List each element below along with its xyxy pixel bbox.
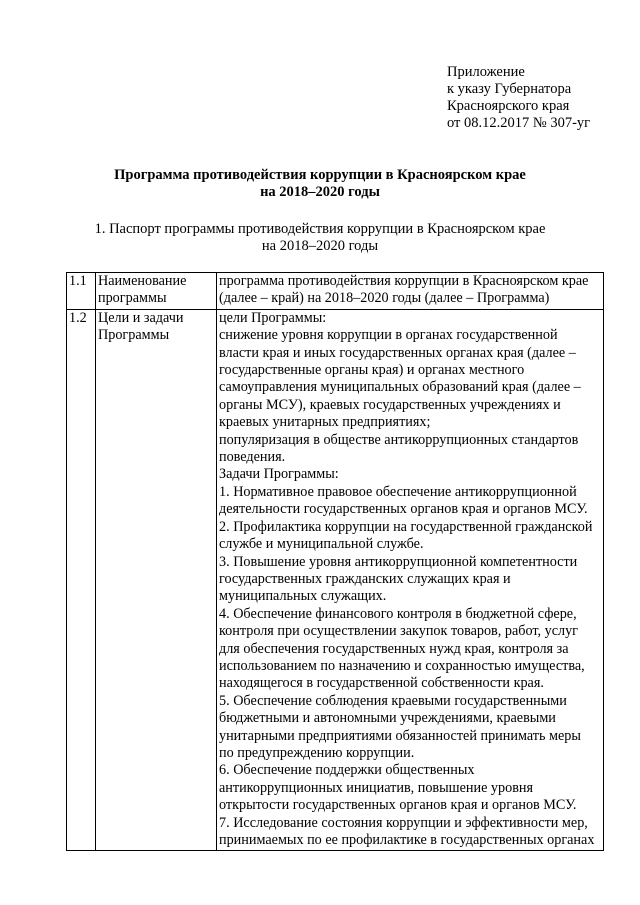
row-number-cell: 1.1 bbox=[67, 273, 96, 310]
section-heading-line: 1. Паспорт программы противодействия коррупции в Красноярском крае bbox=[94, 221, 546, 237]
row-content-line: службе и муниципальной службе. bbox=[219, 536, 424, 553]
table-row bbox=[67, 309, 604, 851]
row-content-line: поведения. bbox=[219, 449, 286, 466]
row-content-line: краевых унитарных предприятиях; bbox=[219, 414, 431, 431]
table-row bbox=[67, 273, 604, 310]
row-content-line: органы МСУ), краевых государственных учреждениях и bbox=[219, 396, 561, 413]
appendix-line: от 08.12.2017 № 307-уг bbox=[447, 115, 591, 131]
row-content-line: муниципальных служащих. bbox=[219, 588, 387, 605]
row-content-line: государственные органы края) и органах местного bbox=[219, 362, 525, 379]
appendix-block bbox=[447, 64, 590, 132]
document-title bbox=[0, 167, 640, 201]
row-name-cell bbox=[96, 309, 217, 851]
row-content-line: (далее – край) на 2018–2020 годы (далее – Программа) bbox=[219, 290, 550, 307]
row-content-line: программа противодействия коррупции в Красноярском крае bbox=[219, 273, 589, 289]
row-content-line: принимаемых по ее профилактике в государственных органах bbox=[219, 832, 595, 848]
row-content-line: 5. Обеспечение соблюдения краевыми государственными bbox=[219, 692, 567, 709]
row-content-line: самоуправления муниципальных образований края (далее – bbox=[219, 379, 581, 396]
row-content-line: 6. Обеспечение поддержки общественных bbox=[219, 762, 475, 779]
row-number-cell: 1.2 bbox=[67, 309, 96, 851]
row-content-line: власти края и иных государственных органах края (далее – bbox=[219, 344, 576, 361]
row-content-line: антикоррупционных инициатив, повышение уровня bbox=[219, 779, 534, 796]
row-content-line: 3. Повышение уровня антикоррупционной компетентности bbox=[219, 553, 578, 570]
row-content-line: 1. Нормативное правовое обеспечение антикоррупционной bbox=[219, 483, 577, 500]
row-content-cell bbox=[217, 309, 604, 851]
row-name-line: программы bbox=[98, 290, 167, 307]
title-line: Программа противодействия коррупции в Красноярском крае bbox=[114, 167, 526, 183]
appendix-line: Приложение bbox=[447, 64, 525, 80]
row-content-line: находящегося в государственной собственности края. bbox=[219, 675, 544, 692]
row-content-line: для обеспечения государственных нужд края, контроля за bbox=[219, 640, 569, 657]
row-content-line: 4. Обеспечение финансового контроля в бюджетной сфере, bbox=[219, 605, 577, 622]
row-content-line: открытости государственных органов края и органов МСУ. bbox=[219, 797, 577, 814]
row-content-line: унитарными предприятиями обязанностей принимать меры bbox=[219, 727, 581, 744]
row-name-line: Наименование bbox=[98, 273, 187, 289]
row-content-line: бюджетными и автономными учреждениями, краевыми bbox=[219, 710, 556, 727]
row-content-line: цели Программы: bbox=[219, 309, 327, 326]
passport-table bbox=[66, 272, 604, 851]
appendix-line: Красноярского края bbox=[447, 98, 570, 114]
row-content-line: использованием по назначению и сохранностью имущества, bbox=[219, 657, 585, 674]
title-line: на 2018–2020 годы bbox=[260, 184, 380, 200]
row-name-line: Цели и задачи bbox=[98, 309, 184, 326]
row-content-line: 7. Исследование состояния коррупции и эффективности мер, bbox=[219, 814, 588, 831]
section-heading-line: на 2018–2020 годы bbox=[261, 238, 379, 254]
appendix-line: к указу Губернатора bbox=[447, 81, 572, 97]
row-content-line: снижение уровня коррупции в органах государственной bbox=[219, 327, 558, 344]
row-content-line: деятельности государственных органов края и органов МСУ. bbox=[219, 501, 588, 518]
row-name-line: Программы bbox=[98, 327, 170, 344]
section-heading bbox=[0, 221, 640, 255]
row-content-line: Задачи Программы: bbox=[219, 466, 339, 483]
row-content-line: по предупреждению коррупции. bbox=[219, 744, 415, 761]
row-content-line: популяризация в обществе антикоррупционных стандартов bbox=[219, 431, 579, 448]
row-content-line: контроля при осуществлении закупок товаров, работ, услуг bbox=[219, 623, 578, 640]
row-content-line: государственных гражданских служащих края и bbox=[219, 570, 511, 587]
row-content-line: 2. Профилактика коррупции на государственной гражданской bbox=[219, 518, 593, 535]
row-content-cell bbox=[217, 273, 604, 310]
row-name-cell bbox=[96, 273, 217, 310]
passport-table-body bbox=[67, 273, 604, 851]
